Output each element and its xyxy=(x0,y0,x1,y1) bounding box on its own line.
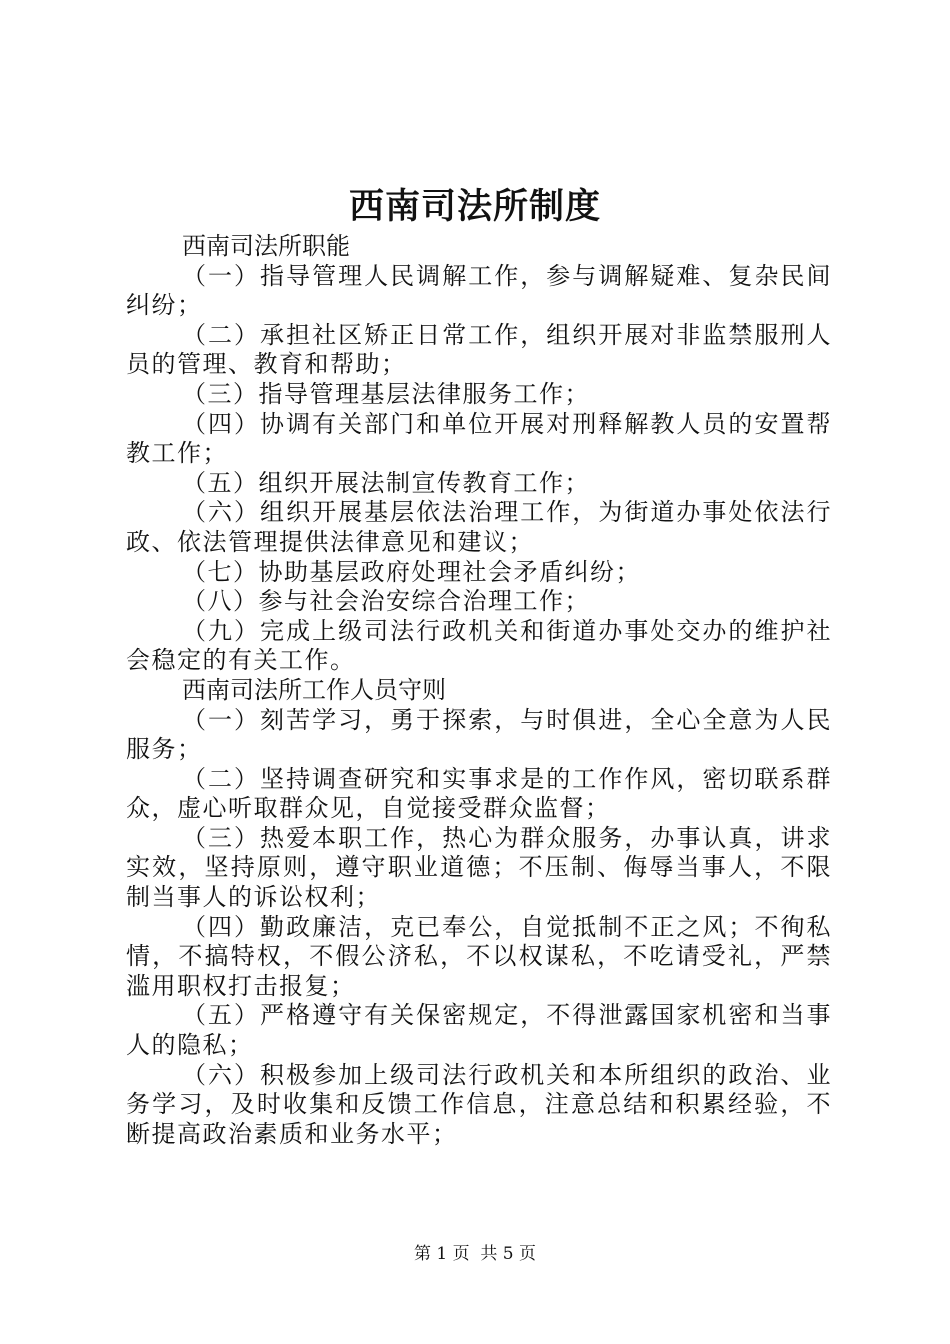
rule-item-4: （四）勤政廉洁，克已奉公，自觉抵制不正之风；不徇私情，不搞特权，不假公济私，不以权谋私，不吃请受礼，严禁滥用职权打击报复； xyxy=(126,912,832,1000)
rule-item-6: （六）积极参加上级司法行政机关和本所组织的政治、业务学习，及时收集和反馈工作信息，注意总结和积累经验，不断提高政治素质和业务水平； xyxy=(126,1060,832,1148)
rule-item-5: （五）严格遵守有关保密规定，不得泄露国家机密和当事人的隐私； xyxy=(126,1001,832,1060)
document-body xyxy=(126,232,832,1149)
page-number-label: 第 1 页 共 5 页 xyxy=(413,1244,537,1264)
function-item-1: （一）指导管理人民调解工作，参与调解疑难、复杂民间纠纷； xyxy=(126,261,832,320)
function-item-8: （八）参与社会治安综合治理工作； xyxy=(182,587,590,616)
function-item-9: （九）完成上级司法行政机关和街道办事处交办的维护社会稳定的有关工作。 xyxy=(126,616,832,675)
section-heading-staff-rules: 西南司法所工作人员守则 xyxy=(182,675,446,704)
rule-item-2: （二）坚持调查研究和实事求是的工作作风，密切联系群众，虚心听取群众见，自觉接受群众监督； xyxy=(126,764,832,823)
page-footer xyxy=(0,1243,950,1265)
document-title: 西南司法所制度 xyxy=(348,187,601,227)
function-item-2: （二）承担社区矫正日常工作，组织开展对非监禁服刑人员的管理、教育和帮助； xyxy=(126,320,832,379)
function-item-6: （六）组织开展基层依法治理工作，为街道办事处依法行政、依法管理提供法律意见和建议； xyxy=(126,498,832,556)
section-heading-functions: 西南司法所职能 xyxy=(182,232,350,260)
function-item-4: （四）协调有关部门和单位开展对刑释解教人员的安置帮教工作； xyxy=(126,409,832,468)
function-item-5: （五）组织开展法制宣传教育工作； xyxy=(182,468,590,497)
function-item-7: （七）协助基层政府处理社会矛盾纠纷； xyxy=(182,557,641,586)
function-item-3: （三）指导管理基层法律服务工作； xyxy=(182,379,590,408)
rule-item-1: （一）刻苦学习，勇于探索，与时俱进，全心全意为人民服务； xyxy=(126,705,832,764)
rule-item-3: （三）热爱本职工作，热心为群众服务，办事认真，讲求实效，坚持原则，遵守职业道德；不压制、侮辱当事人，不限制当事人的诉讼权利； xyxy=(126,823,832,912)
